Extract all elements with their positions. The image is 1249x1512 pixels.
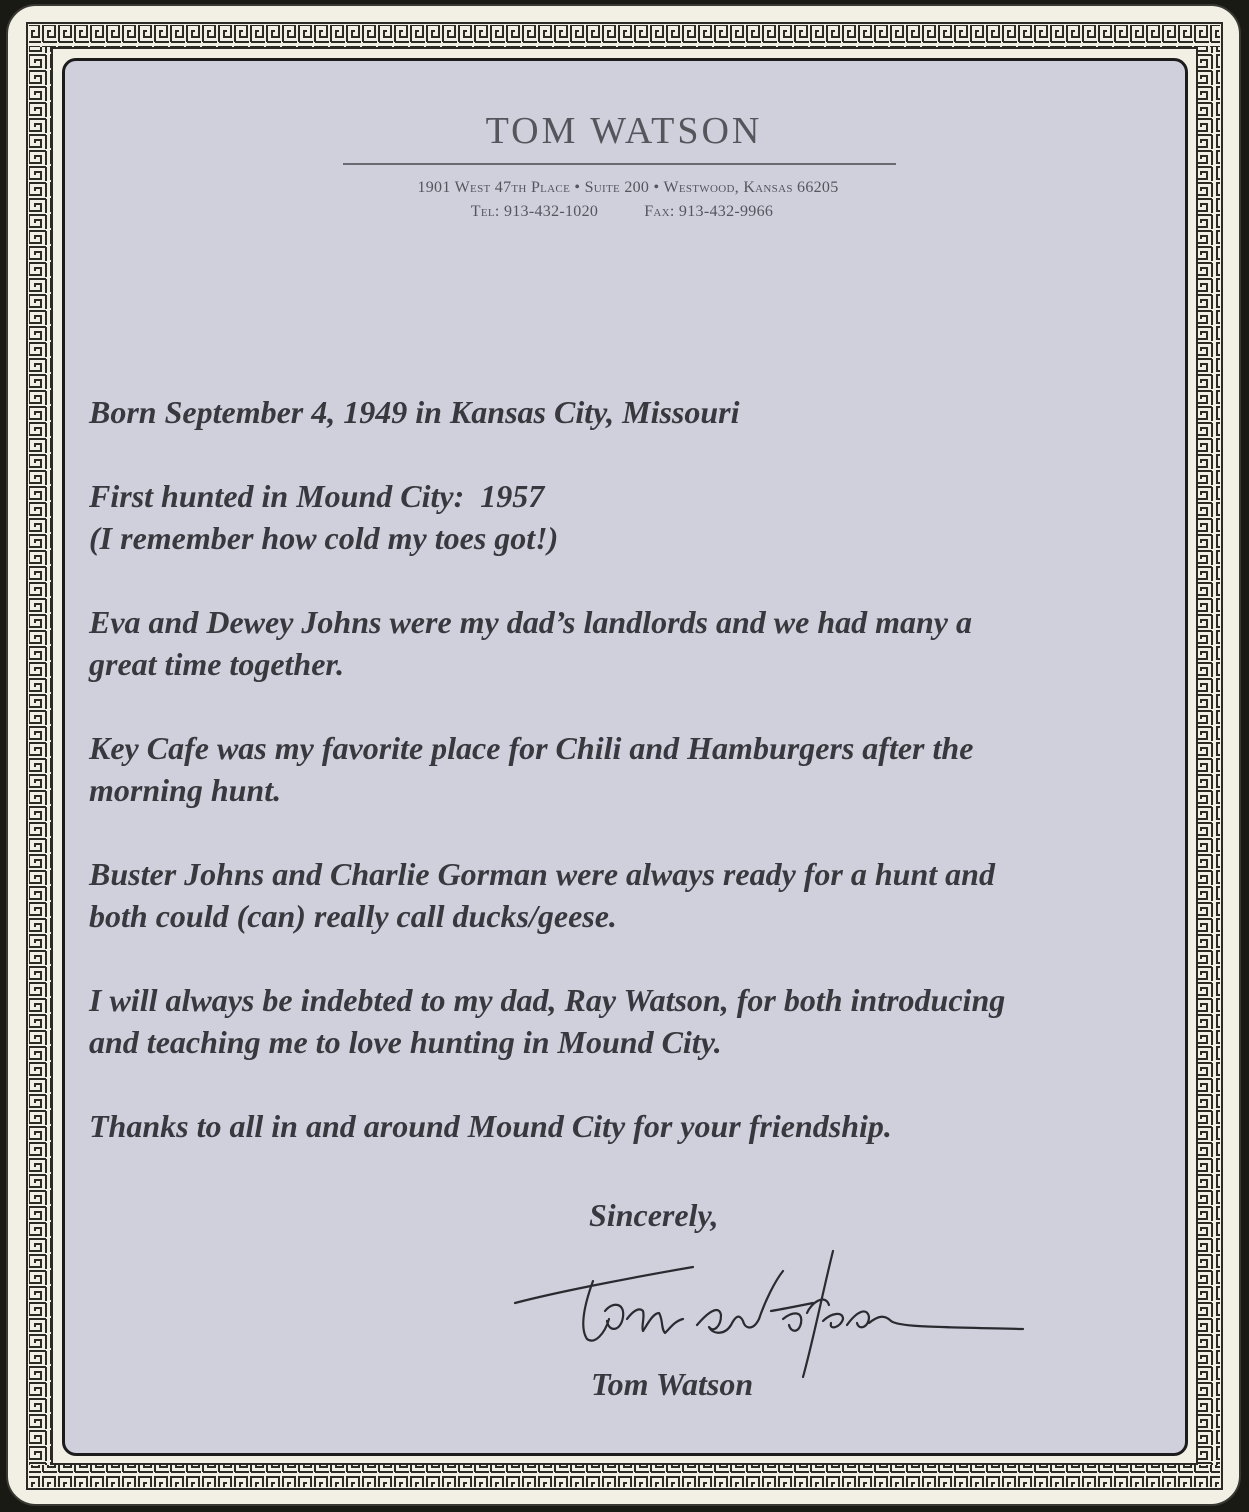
letter-body: [89, 391, 1169, 1189]
paragraph-line: (I remember how cold my toes got!): [89, 520, 559, 556]
signer-name: Tom Watson: [591, 1366, 754, 1402]
letterhead-rule: [343, 163, 896, 165]
paragraph: [89, 853, 1169, 937]
paragraph-line: Born September 4, 1949 in Kansas City, Missouri: [89, 394, 740, 430]
letterhead-tel: Tel: 913-432-1020: [470, 203, 599, 220]
paragraph-line: I will always be indebted to my dad, Ray Watson, for both introducing: [89, 982, 1006, 1018]
paragraph-line: Buster Johns and Charlie Gorman were always ready for a hunt and: [89, 856, 995, 892]
letterhead-name: TOM WATSON: [485, 110, 763, 152]
paragraph-line: Eva and Dewey Johns were my dad’s landlords and we had many a: [89, 604, 972, 640]
letterhead-address: 1901 West 47th Place • Suite 200 • Westwood, Kansas 66205: [417, 179, 839, 196]
letterhead: [65, 109, 1185, 221]
paragraph-line: both could (can) really call ducks/geese.: [89, 898, 617, 934]
letterhead-contact: [62, 203, 1182, 221]
paragraph: [89, 601, 1169, 685]
paragraph: [89, 1105, 1169, 1147]
paragraph-line: First hunted in Mound City: 1957: [89, 478, 545, 514]
paragraph: [89, 727, 1169, 811]
paragraph-line: Thanks to all in and around Mound City for your friendship.: [89, 1108, 892, 1144]
paragraph: [89, 391, 1169, 433]
paragraph: [89, 979, 1169, 1063]
letter-paper: [62, 58, 1188, 1456]
paragraph-line: morning hunt.: [89, 772, 282, 808]
closing: Sincerely,: [589, 1197, 719, 1233]
paragraph: [89, 475, 1169, 559]
paragraph-line: and teaching me to love hunting in Mound City.: [89, 1024, 722, 1060]
paragraph-line: Key Cafe was my favorite place for Chili and Hamburgers after the: [89, 730, 974, 766]
letterhead-fax: Fax: 913-432-9966: [644, 203, 774, 220]
paragraph-line: great time together.: [89, 646, 345, 682]
